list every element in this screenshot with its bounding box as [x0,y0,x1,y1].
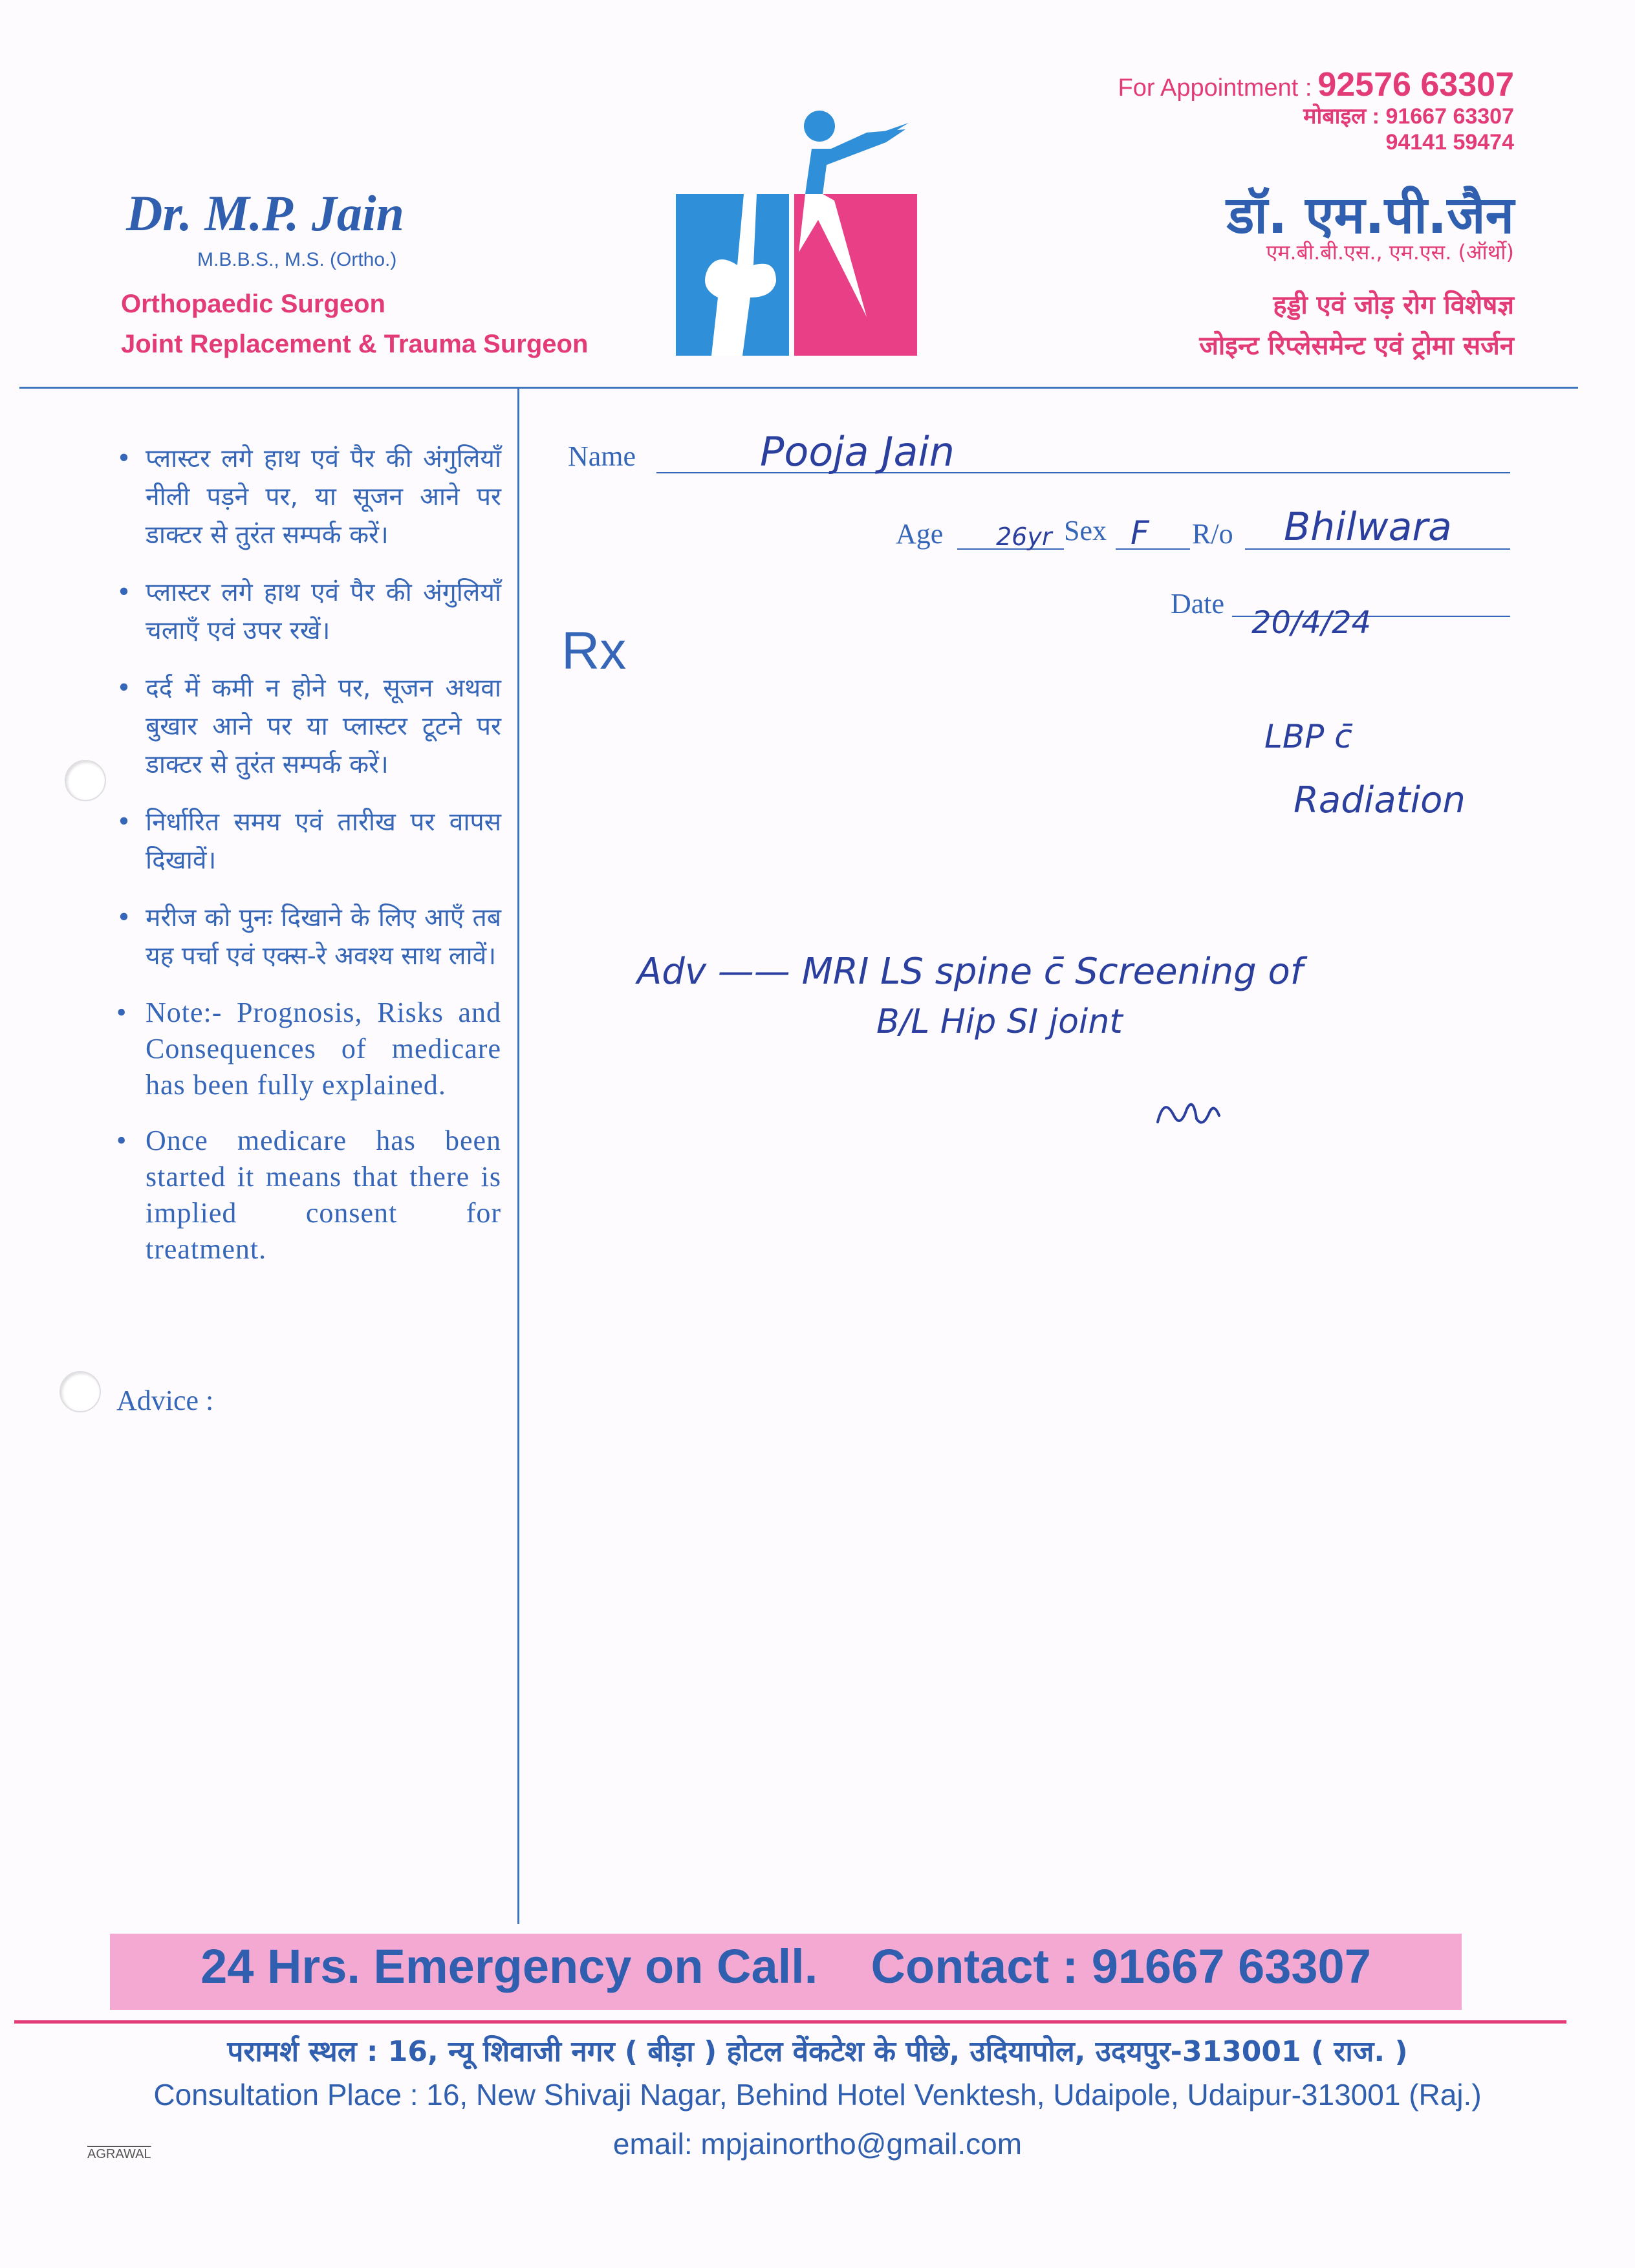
doctor-name-hi: डॉ. एम.पी.जैन [1226,185,1514,245]
date-value: 20/4/24 [1251,605,1372,641]
appointment-block [1118,68,1514,153]
ro-label: R/o [1192,518,1233,550]
printer-mark: AGRAWAL [87,2147,151,2161]
footer-rule [14,2020,1566,2024]
emergency-text: 24 Hrs. Emergency on Call. [200,1939,818,1993]
sex-label: Sex [1064,515,1107,546]
role-joint-replacement: Joint Replacement & Trauma Surgeon [121,330,589,358]
emergency-contact: Contact : 91667 63307 [871,1939,1371,1993]
advice-label: Advice : [116,1385,214,1416]
clinic-logo [673,103,925,359]
appointment-number: 92576 63307 [1317,66,1514,103]
age-label: Age [896,518,944,550]
sex-value: F [1131,514,1149,552]
header-divider [19,387,1578,389]
instruction-item: • मरीज को पुनः दिखाने के लिए आएँ तब यह पर्चा एवं एक्स-रे अवश्य साथ लावें। [116,899,501,975]
patient-instructions [116,440,501,1287]
role-hi-2: जोइन्ट रिप्लेसमेन्ट एवं ट्रोमा सर्जन [1199,331,1514,361]
qualifications-hi: एम.बी.बी.एस., एम.एस. (ऑर्थो) [1266,240,1514,265]
diagnosis-line-1: LBP c̄ [1264,718,1352,755]
instruction-item: • Note:- Prognosis, Risks and Consequences of medicare has been fully explained. [116,995,501,1103]
email: email: mpjainortho@gmail.com [612,2127,1023,2161]
instruction-item: • निर्धारित समय एवं तारीख पर वापस दिखावें। [116,803,501,880]
sex-line [1116,548,1190,550]
mobile-number-1: 91667 63307 [1385,104,1514,129]
instruction-item: • प्लास्टर लगे हाथ एवं पैर की अंगुलियाँ नीली पड़ने पर, या सूजन आने पर डाक्टर से तुरंत सम्पर्क करें। [116,440,501,554]
rx-symbol: Rx [561,621,627,680]
date-label: Date [1171,588,1225,620]
punch-hole [60,1371,101,1412]
name-label: Name [568,440,636,472]
emergency-banner [110,1939,1462,1994]
diagnosis-line-2: Radiation [1294,779,1466,821]
instruction-item: • Once medicare has been started it means that there is implied consent for treatment. [116,1123,501,1268]
instruction-item: • प्लास्टर लगे हाथ एवं पैर की अंगुलियाँ चलाएँ एवं उपर रखें। [116,574,501,650]
mobile-number-2: 94141 59474 [1385,130,1514,155]
name-value: Pooja Jain [760,428,955,475]
role-hi-1: हड्डी एवं जोड़ रोग विशेषज्ञ [1273,290,1514,320]
age-value: 26yr [996,523,1052,551]
appointment-label: For Appointment : [1118,74,1312,102]
ro-value: Bhilwara [1284,504,1452,550]
advice-line-1: Adv —— MRI LS spine c̄ Screening of [637,951,1303,993]
address-hi: परामर्श स्थल : 16, न्यू शिवाजी नगर ( बीड़ा ) होटल वेंकटेश के पीछे, उदियापोल, उदयपुर-313001 ( राज. ) [227,2035,1408,2068]
advice-line-2: B/L Hip SI joint [876,1002,1123,1041]
doctor-name-en: Dr. M.P. Jain [126,185,404,241]
column-divider [517,388,519,1924]
punch-hole [65,760,106,801]
role-orthopaedic: Orthopaedic Surgeon [121,290,385,318]
qualifications-en: M.B.B.S., M.S. (Ortho.) [197,249,397,270]
mobile-label: मोबाइल : [1303,104,1380,129]
address-en: Consultation Place : 16, New Shivaji Nagar, Behind Hotel Venktesh, Udaipole, Udaipur-313001 (Raj.) [153,2078,1482,2111]
doctor-signature [1154,1090,1226,1135]
instruction-item: • दर्द में कमी न होने पर, सूजन अथवा बुखार आने पर या प्लास्टर टूटने पर डाक्टर से तुरंत सम्पर्क करें। [116,669,501,784]
logo-figure-head [804,111,835,142]
